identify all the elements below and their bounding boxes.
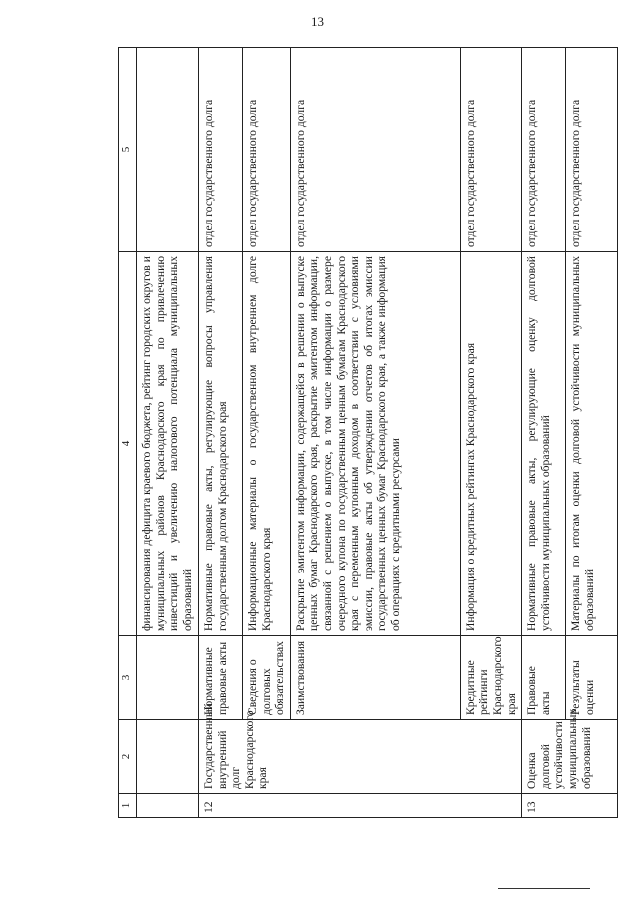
page-number: 13 — [311, 14, 324, 29]
cell-empty — [137, 794, 199, 818]
table-row — [243, 48, 291, 818]
header-col-3: 3 — [119, 636, 137, 720]
cell-empty — [137, 720, 199, 794]
row-number-13: 13 — [522, 794, 618, 818]
continuation-info-cell: финансирования дефицита краевого бюджета, рейтинг городских округов и муниципальных районов Краснодарского края по привлечению инвестиций и увеличению налогового потенциала муниципальных образований — [137, 252, 199, 636]
information-cell: Нормативные правовые акты, регулирующие вопросы управления государственным долгом Краснодарского края — [199, 252, 243, 636]
responsible-department-cell: отдел государственного долга — [460, 48, 521, 252]
information-cell: Информационные материалы о государственном внутреннем долге Краснодарского края — [243, 252, 291, 636]
table-row-continuation — [137, 48, 199, 818]
cell-empty — [137, 636, 199, 720]
row-number-12: 12 — [199, 794, 522, 818]
subsection-name-cell: Заимствования — [290, 636, 460, 720]
subsection-name-cell: Кредитные рейтинги Краснодарского края — [460, 636, 521, 720]
information-cell: Материалы по итогам оценки долговой устойчивости муниципальных образований — [566, 252, 618, 636]
information-cell: Нормативные правовые акты, регулирующие оценку долговой устойчивости муниципальных образований — [522, 252, 566, 636]
header-col-1: 1 — [119, 794, 137, 818]
responsible-department-cell: отдел государственного долга — [290, 48, 460, 252]
table-row — [566, 48, 618, 818]
header-col-5: 5 — [119, 48, 137, 252]
header-col-2: 2 — [119, 720, 137, 794]
responsible-department-cell: отдел государственного долга — [522, 48, 566, 252]
subsection-name-cell: Результаты оценки — [566, 636, 618, 720]
table-row — [460, 48, 521, 818]
information-cell: Раскрытие эмитентом информации, содержащейся в решении о выпуске ценных бумаг Краснодарского края, раскрытие эмитентом информации, связанной с решением о выпуске, в том числе информации о размере очередного купона по государственным ценным бумагам Краснодарского края с переменным купонным доходом в соответствии с условиями эмиссии, правовые акты об утверждении отчетов об итогах эмиссии государственных ценных бумаг Краснодарского края, а также информация об операциях с кредитными ресурсами — [290, 252, 460, 636]
responsible-department-cell: отдел государственного долга — [243, 48, 291, 252]
responsible-department-cell: отдел государственного долга — [566, 48, 618, 252]
section-title-cell: Государственный внутренний долг Краснодарского края — [199, 720, 522, 794]
header-col-4: 4 — [119, 252, 137, 636]
section-title-cell: Оценка долговой устойчивости муниципальных образований — [522, 720, 618, 794]
subsection-name-cell: Правовые акты — [522, 636, 566, 720]
responsible-department-cell: отдел государственного долга — [199, 48, 243, 252]
table-row — [199, 48, 243, 818]
subsection-name-cell: Нормативные правовые акты — [199, 636, 243, 720]
table-header-row — [119, 48, 137, 818]
information-table — [118, 47, 618, 818]
table-row — [522, 48, 566, 818]
table-row — [290, 48, 460, 818]
information-cell: Информация о кредитных рейтингах Краснодарского края — [460, 252, 521, 636]
cell-empty — [137, 48, 199, 252]
footer-rule — [498, 888, 590, 889]
subsection-name-cell: Сведения о долговых обязательствах — [243, 636, 291, 720]
rotated-table-container — [118, 48, 618, 818]
